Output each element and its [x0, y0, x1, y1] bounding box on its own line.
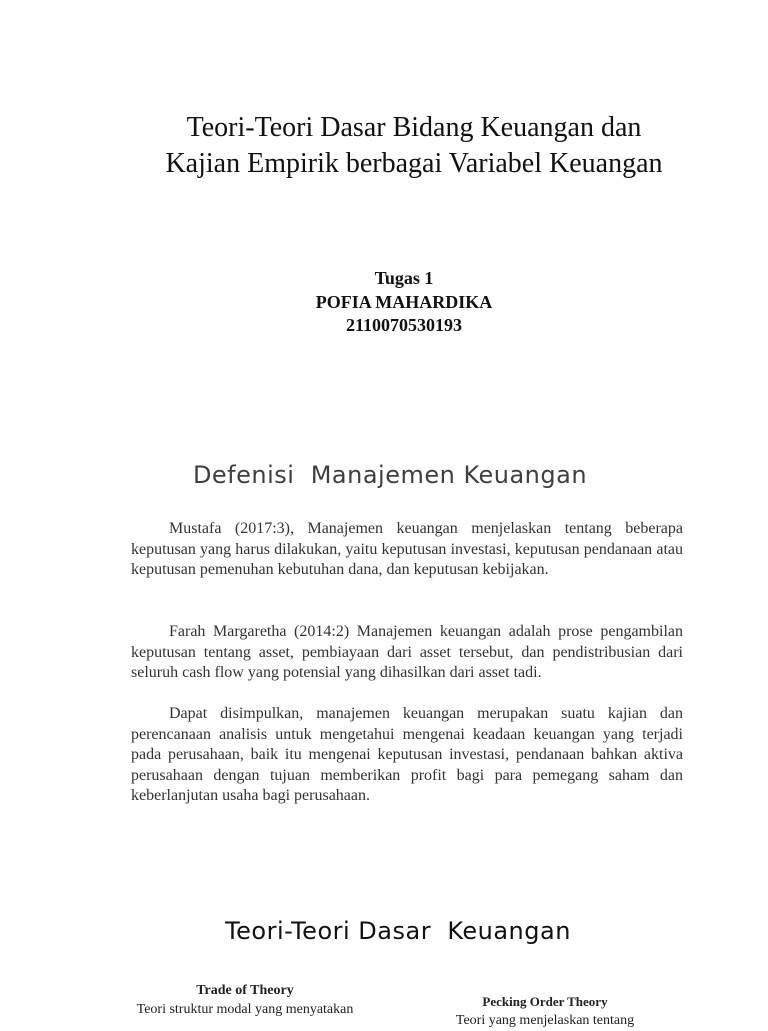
author-block [200, 267, 608, 338]
assignment-label: Tugas 1 [374, 268, 434, 288]
paragraph-text: Farah Margaretha (2014:2) Manajemen keuangan adalah prose pengambilan keputusan tentang asset, pembiayaan dari asset tersebut, dan pendistribusian dari seluruh cash flow yang potensial yang dihasilkan dari asset tadi. [131, 623, 683, 681]
student-id: 2110070530193 [345, 315, 462, 335]
document-title: Teori-Teori Dasar Bidang Keuangan dan Kajian Empirik berbagai Variabel Keuangan [165, 112, 663, 179]
theory-title: Pecking Order Theory [482, 994, 608, 1009]
theory-text: Teori yang menjelaskan tentang [455, 1013, 635, 1028]
definition-paragraph-margaretha [131, 622, 683, 684]
theory-column-pecking-order [445, 993, 645, 1031]
theory-text: Teori struktur modal yang menyatakan [136, 1002, 354, 1017]
paragraph-text: Mustafa (2017:3), Manajemen keuangan menjelaskan tentang beberapa keputusan yang harus dilakukan, yaitu keputusan investasi, keputusan pendanaan atau keputusan pemenuhan kebutuhan dana, dan keputusan kebijakan. [131, 520, 683, 578]
theory-column-trade-off [125, 982, 365, 1020]
definition-heading: Defenisi Manajemen Keuangan [192, 461, 588, 489]
paragraph-text: Dapat disimpulkan, manajemen keuangan merupakan suatu kajian dan perencanaan analisis untuk mengetahui mengenai keadaan keuangan yang terjadi pada perusahaan, baik itu mengenai keputusan investasi, pendanaan bahkan aktiva perusahaan dengan tujuan memberikan profit bagi para pemegang saham dan keberlanjutan usaha bagi perusahaan. [131, 705, 683, 804]
definition-paragraph-mustafa [131, 519, 683, 581]
theories-heading: Teori-Teori Dasar Keuangan [225, 917, 571, 945]
author-name: POFIA MAHARDIKA [315, 291, 493, 312]
theory-title: Trade of Theory [196, 983, 294, 998]
definition-paragraph-conclusion [131, 704, 683, 807]
